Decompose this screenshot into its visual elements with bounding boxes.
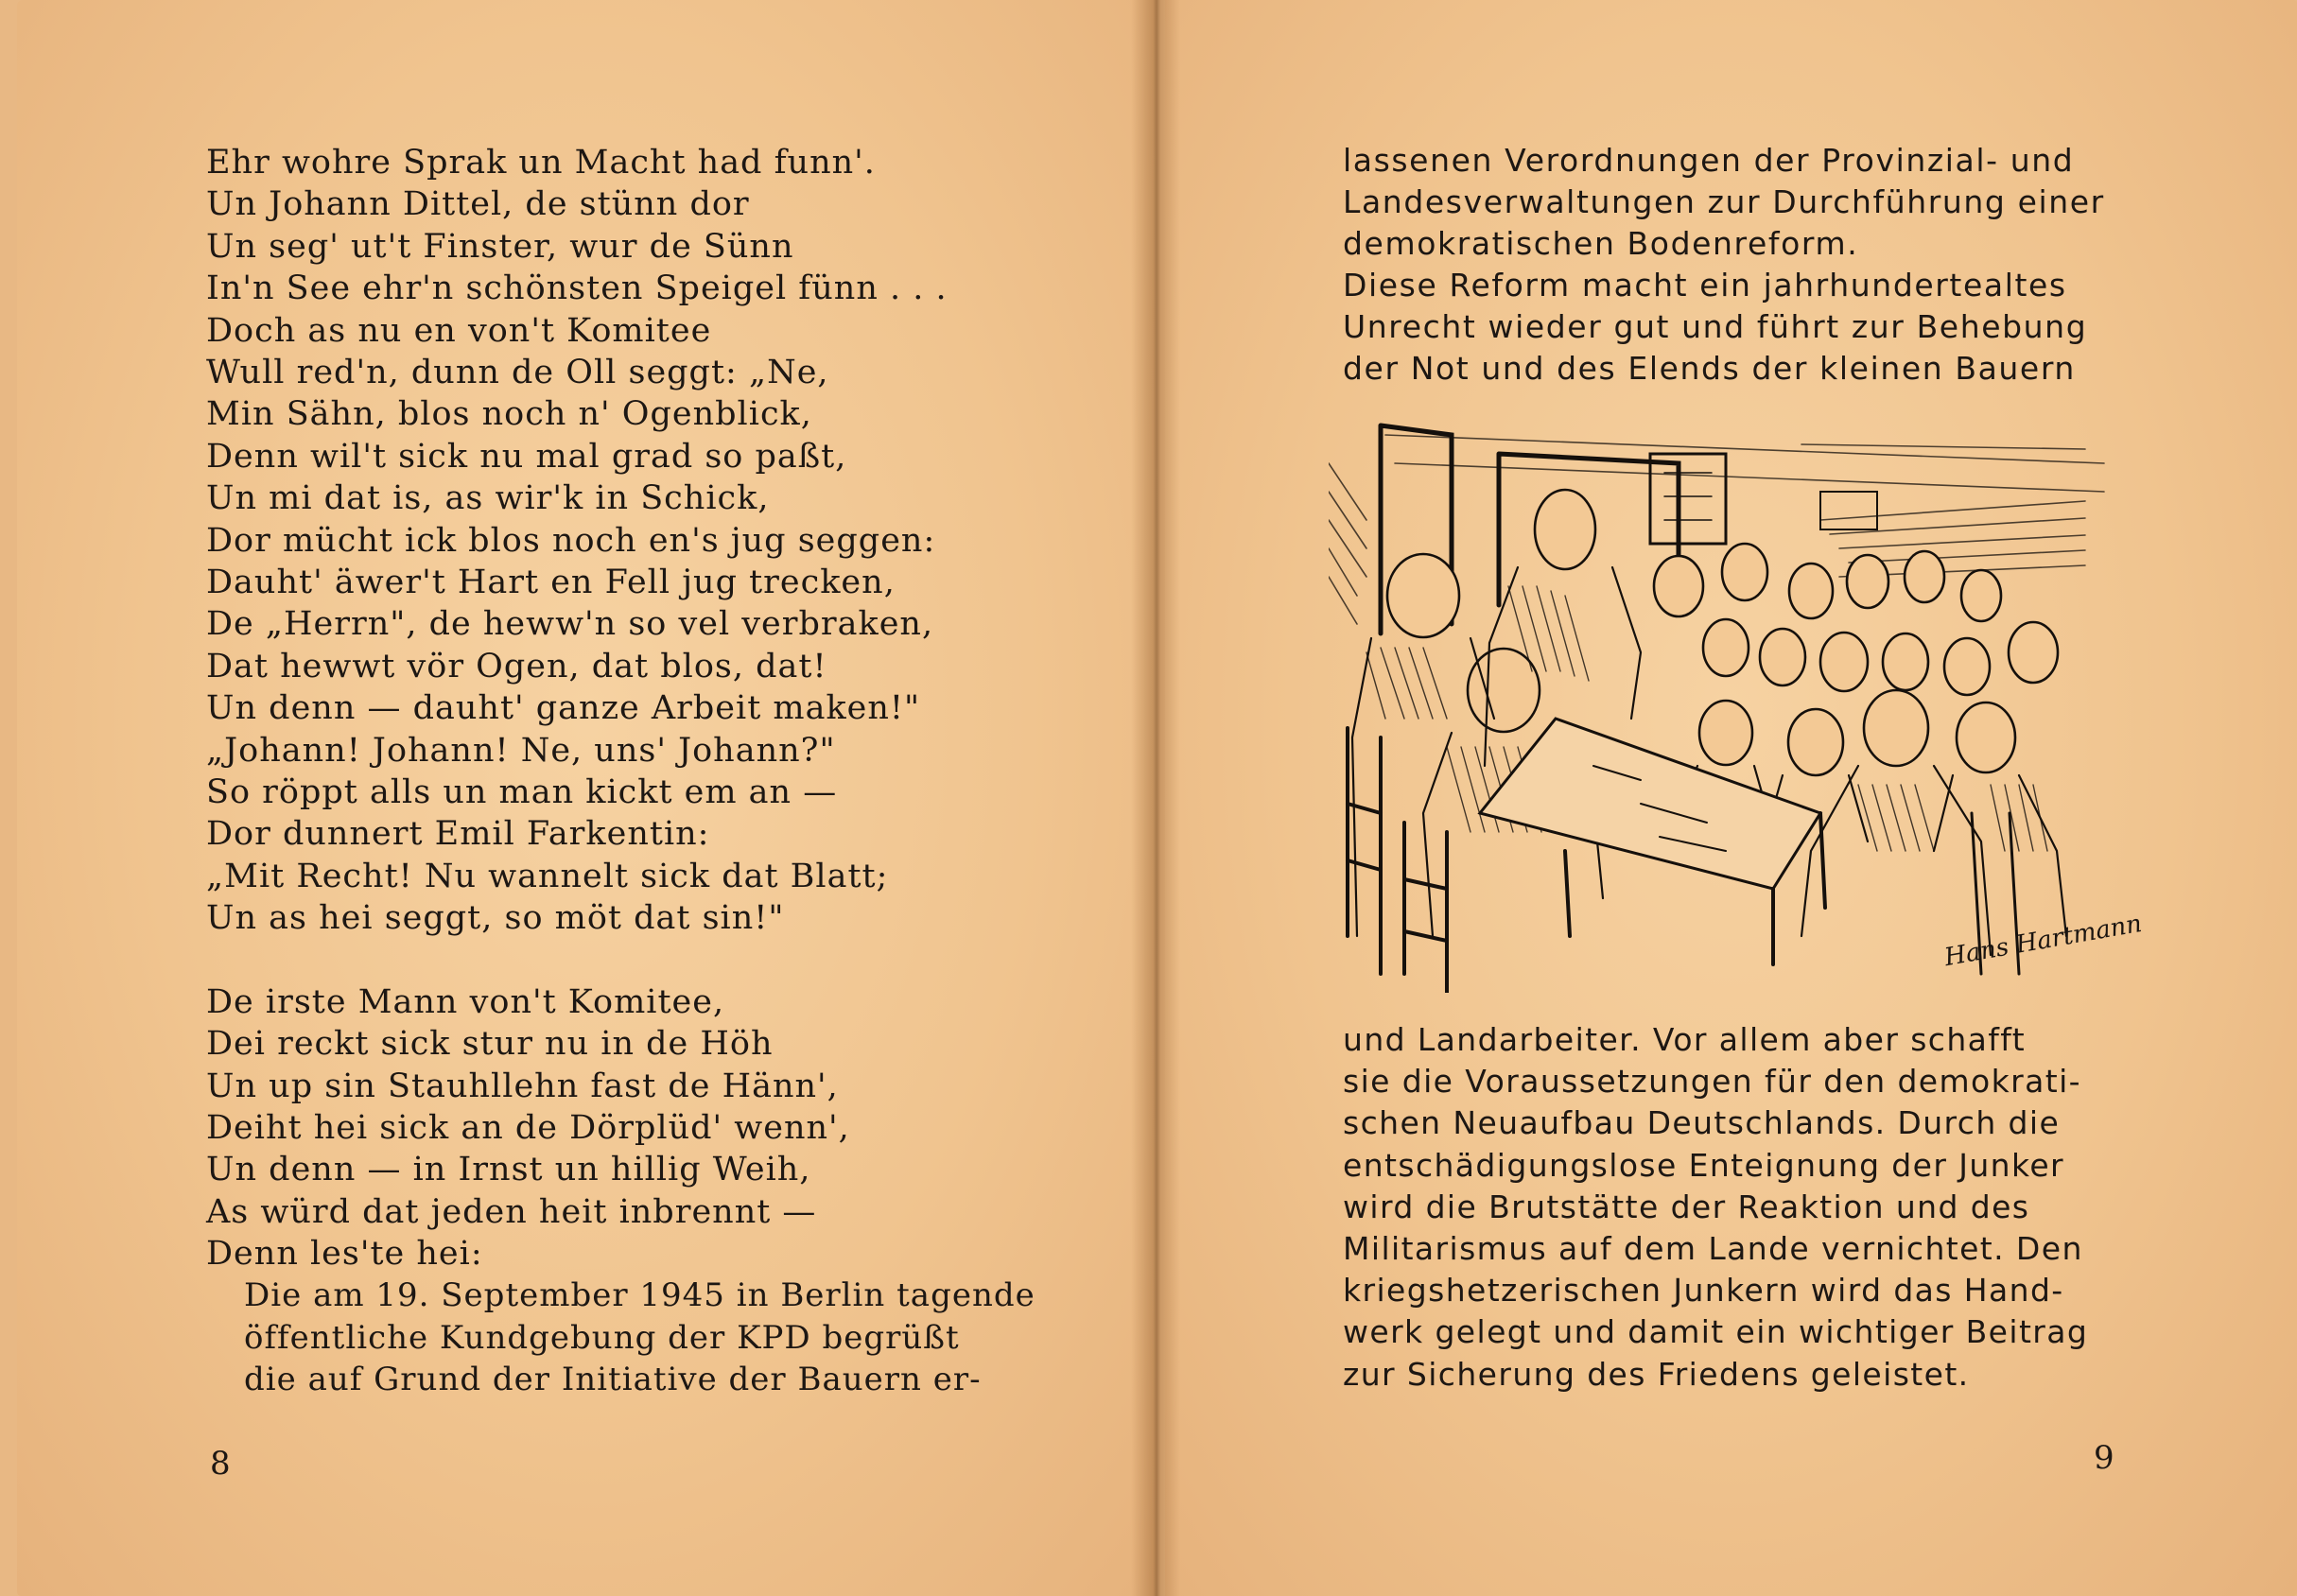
text-line: Denn les'te hei: [206, 1234, 483, 1273]
page-number-left: 8 [210, 1445, 231, 1483]
text-line: Un as hei seggt, so möt dat sin!" [206, 899, 785, 938]
text-line: As würd dat jeden heit inbrennt — [206, 1192, 817, 1231]
text-line: Denn wil't sick nu mal grad so paßt, [206, 437, 847, 476]
page-number-right: 9 [2094, 1439, 2114, 1477]
text-line: der Not und des Elends der kleinen Bauern [1343, 350, 2076, 387]
meeting-illustration [1329, 407, 2109, 993]
text-line: „Mit Recht! Nu wannelt sick dat Blatt; [206, 857, 889, 895]
text-line: De irste Mann von't Komitee, [206, 983, 725, 1021]
book-gutter [1131, 0, 1180, 1596]
text-line: De „Herrn", de heww'n so vel verbraken, [206, 605, 934, 644]
text-line: sie die Voraussetzungen für den demokrati- [1343, 1063, 2081, 1101]
text-line: Unrecht wieder gut und führt zur Behebung [1343, 308, 2088, 345]
text-line: Un mi dat is, as wir'k in Schick, [206, 479, 770, 518]
text-line: In'n See ehr'n schönsten Speigel fünn . . . [206, 269, 948, 308]
text-line: Deiht hei sick an de Dörplüd' wenn', [206, 1108, 850, 1147]
illustrator-signature: Hans Hartmann [1941, 909, 2145, 973]
text-line: lassenen Verordnungen der Provinzial- und [1343, 142, 2075, 179]
text-line: und Landarbeiter. Vor allem aber schafft [1343, 1021, 2027, 1058]
text-line: wird die Brutstätte der Reaktion und des [1343, 1188, 2030, 1225]
text-line: „Johann! Johann! Ne, uns' Johann?" [206, 731, 836, 770]
text-line: Dauht' äwer't Hart en Fell jug trecken, [206, 564, 896, 601]
text-line: die auf Grund der Initiative der Bauern er- [244, 1361, 982, 1398]
text-line: Landesverwaltungen zur Durchführung einer [1343, 183, 2105, 220]
text-line: öffentliche Kundgebung der KPD begrüßt [244, 1318, 960, 1357]
text-line: Doch as nu en von't Komitee [206, 311, 712, 350]
text-line: Un Johann Dittel, de stünn dor [206, 185, 750, 224]
text-line: Militarismus auf dem Lande vernichtet. Den [1343, 1230, 2083, 1267]
text-line: Diese Reform macht ein jahrhundertealtes [1343, 267, 2067, 304]
text-line: So röppt alls un man kickt em an — [206, 773, 838, 811]
text-line: werk gelegt und damit ein wichtiger Beitrag [1343, 1313, 2089, 1351]
text-line: demokratischen Bodenreform. [1343, 225, 1859, 262]
text-line: Dat hewwt vör Ogen, dat blos, dat! [206, 647, 827, 685]
text-line: Ehr wohre Sprak un Macht had funn'. [206, 144, 876, 182]
text-line: zur Sicherung des Friedens geleistet. [1343, 1355, 1970, 1393]
text-line: Wull red'n, dunn de Oll seggt: „Ne, [206, 354, 829, 391]
text-line: schen Neuaufbau Deutschlands. Durch die [1343, 1104, 2061, 1142]
text-line: entschädigungslose Enteignung der Junker [1343, 1146, 2064, 1184]
text-line: Un denn — dauht' ganze Arbeit maken!" [206, 689, 921, 728]
text-line: Dor dunnert Emil Farkentin: [206, 815, 710, 854]
text-line: kriegshetzerischen Junkern wird das Hand- [1343, 1272, 2064, 1310]
text-line: Dor mücht ick blos noch en's jug seggen: [206, 521, 936, 560]
text-line: Un seg' ut't Finster, wur de Sünn [206, 227, 794, 266]
text-line: Die am 19. September 1945 in Berlin tagende [244, 1276, 1035, 1314]
text-line: Dei reckt sick stur nu in de Höh [206, 1025, 774, 1064]
text-line: Min Sähn, blos noch n' Ogenblick, [206, 395, 812, 434]
text-line: Un up sin Stauhllehn fast de Hänn', [206, 1067, 839, 1105]
text-line: Un denn — in Irnst un hillig Weih, [206, 1151, 811, 1189]
